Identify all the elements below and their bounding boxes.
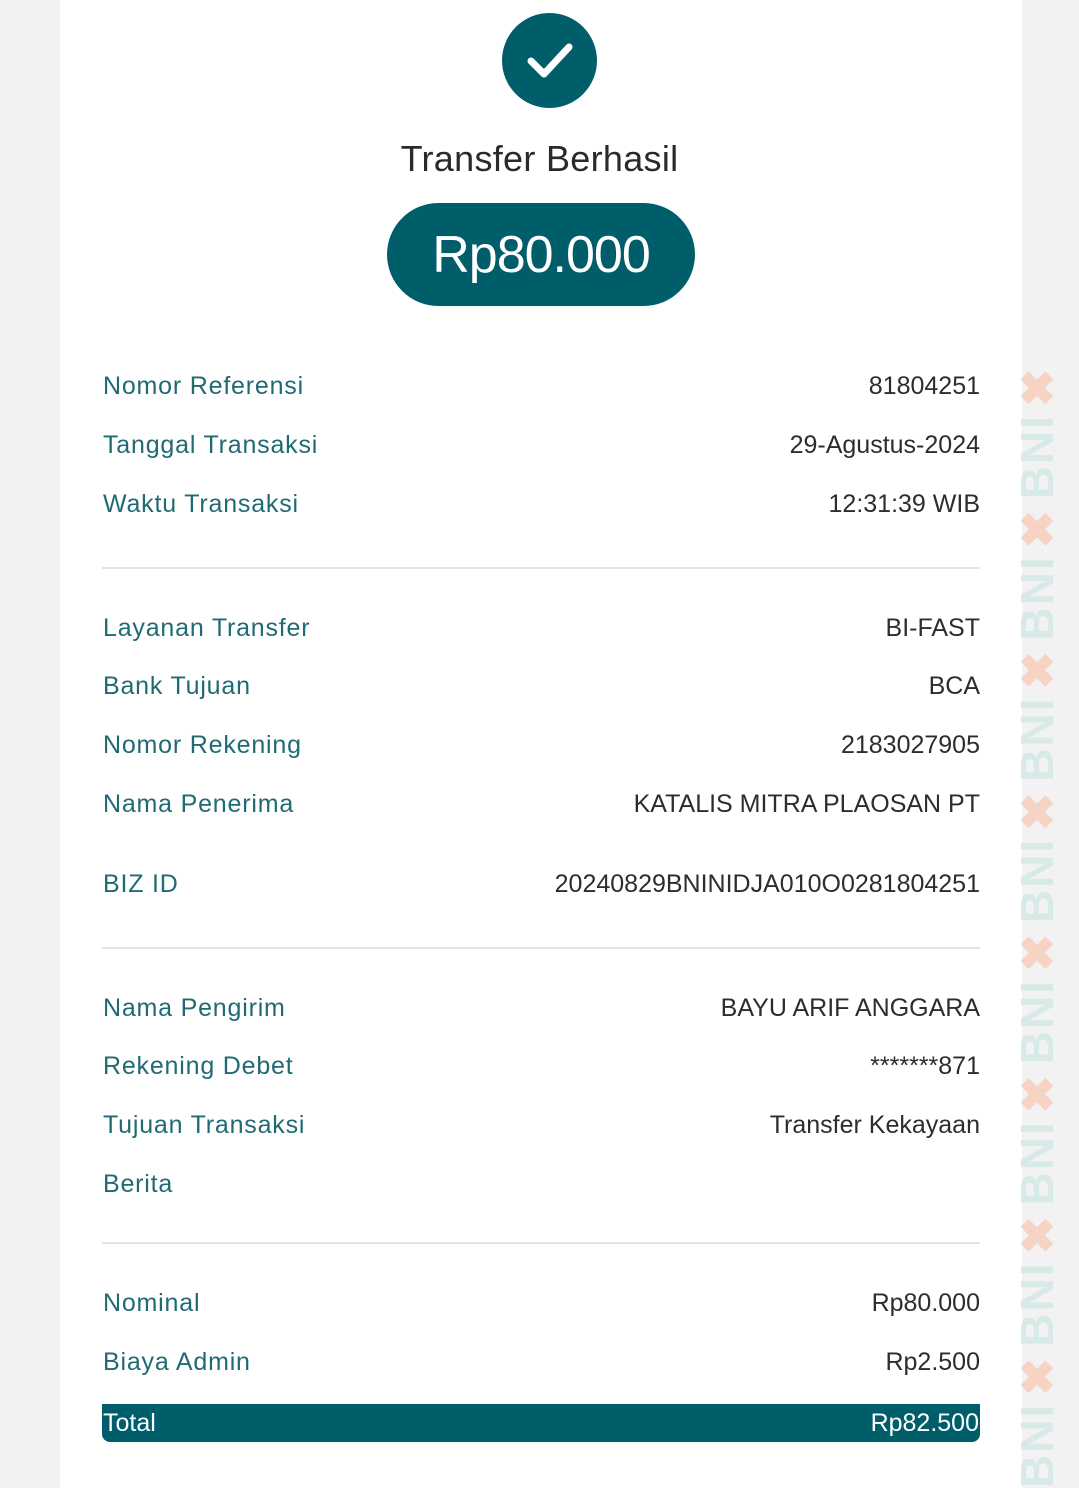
detail-label: Rekening Debet	[103, 1051, 294, 1080]
detail-value: BCA	[928, 671, 980, 700]
watermark-word: BNI	[1011, 1402, 1063, 1488]
detail-value: Rp2.500	[885, 1347, 980, 1376]
divider	[102, 1242, 980, 1244]
detail-label: Nomor Referensi	[103, 371, 304, 400]
detail-value: Rp80.000	[871, 1288, 980, 1317]
detail-row-nominal	[103, 1283, 980, 1323]
detail-row-transaction-purpose	[103, 1105, 980, 1145]
watermark-word: BNI	[1011, 414, 1063, 500]
detail-value: KATALIS MITRA PLAOSAN PT	[633, 789, 980, 818]
amount-value: Rp80.000	[432, 225, 650, 284]
watermark-word: BNI	[1011, 696, 1063, 782]
detail-row-transaction-time	[103, 484, 980, 524]
detail-label: Biaya Admin	[103, 1347, 251, 1376]
detail-row-message	[103, 1164, 980, 1204]
detail-row-debit-account	[103, 1046, 980, 1086]
watermark-word: BNI	[1011, 1261, 1063, 1347]
watermark-word: BNI	[1011, 837, 1063, 924]
check-circle-icon	[502, 13, 597, 108]
detail-row-transaction-date	[103, 425, 980, 465]
detail-row-admin-fee	[103, 1342, 980, 1382]
watermark-mark-icon: ✖	[1011, 358, 1063, 415]
total-label: Total	[103, 1408, 156, 1437]
detail-value: 2183027905	[840, 730, 980, 759]
detail-value: BI-FAST	[885, 613, 980, 642]
detail-row-transfer-service	[103, 608, 980, 648]
total-row	[102, 1404, 980, 1442]
detail-value: 29-Agustus-2024	[789, 430, 980, 459]
bni-watermark	[1011, 0, 1063, 1488]
watermark-text	[1011, 0, 1063, 1488]
watermark-mark-icon: ✖	[1011, 1346, 1063, 1403]
detail-label: BIZ ID	[103, 869, 179, 898]
watermark-mark-icon: ✖	[1011, 499, 1063, 556]
total-value: Rp82.500	[870, 1408, 979, 1437]
detail-label: Nama Penerima	[103, 789, 295, 818]
detail-value: BAYU ARIF ANGGARA	[720, 993, 980, 1022]
detail-label: Waktu Transaksi	[103, 489, 299, 518]
detail-label: Nama Pengirim	[103, 993, 286, 1022]
detail-label: Nominal	[103, 1288, 201, 1317]
detail-row-biz-id	[103, 864, 980, 904]
divider	[102, 947, 980, 949]
detail-value: *******871	[870, 1051, 980, 1080]
detail-row-account-number	[103, 725, 980, 765]
watermark-word: BNI	[1011, 1120, 1063, 1206]
watermark-mark-icon: ✖	[1011, 1205, 1063, 1262]
detail-row-destination-bank	[103, 666, 980, 706]
detail-label: Tanggal Transaksi	[103, 430, 319, 459]
detail-label: Layanan Transfer	[103, 613, 311, 642]
watermark-word: BNI	[1011, 979, 1063, 1065]
watermark-mark-icon: ✖	[1011, 640, 1063, 697]
detail-label: Nomor Rekening	[103, 730, 302, 759]
detail-value: 81804251	[868, 371, 980, 400]
watermark-mark-icon: ✖	[1011, 1064, 1063, 1121]
detail-row-reference-number	[103, 366, 980, 406]
detail-label: Bank Tujuan	[103, 671, 251, 700]
detail-row-recipient-name	[103, 784, 980, 824]
detail-label: Berita	[103, 1169, 174, 1198]
detail-row-sender-name	[103, 988, 980, 1028]
detail-value: 20240829BNINIDJA010O0281804251	[554, 869, 980, 898]
amount-badge	[387, 203, 695, 306]
watermark-mark-icon: ✖	[1011, 781, 1063, 838]
watermark-word: BNI	[1011, 555, 1063, 641]
divider	[102, 567, 980, 569]
detail-label: Tujuan Transaksi	[103, 1110, 306, 1139]
detail-value: Transfer Kekayaan	[769, 1110, 980, 1139]
detail-value: 12:31:39 WIB	[828, 489, 980, 518]
watermark-mark-icon: ✖	[1011, 923, 1063, 980]
status-title: Transfer Berhasil	[400, 138, 679, 179]
